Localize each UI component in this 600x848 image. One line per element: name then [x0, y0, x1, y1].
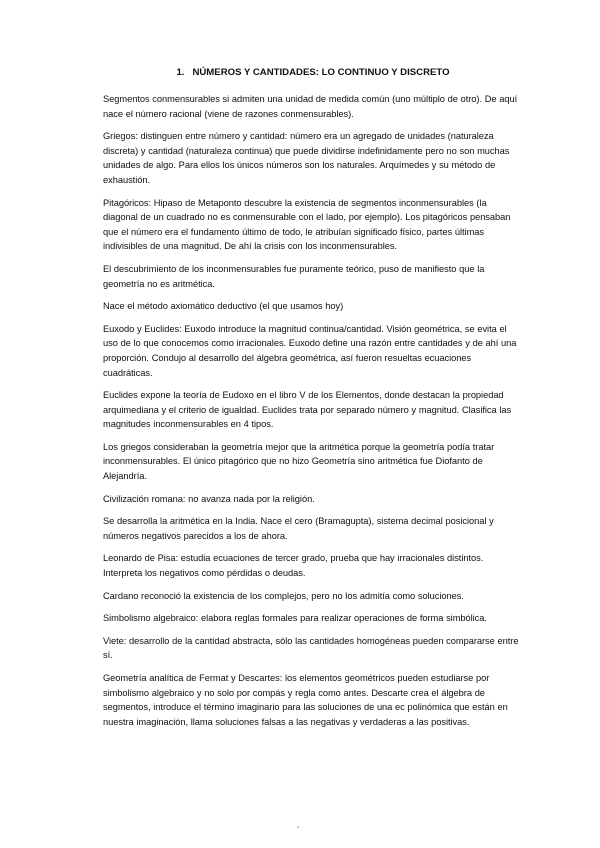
paragraph-india: Se desarrolla la aritmética en la India. Nace el cero (Bramagupta), sistema decimal posicional y números negativos parecidos a los de ahora.	[103, 516, 494, 541]
paragraph-euxodo-euclides: Euxodo y Euclides: Euxodo introduce la magnitud continua/cantidad. Visión geométrica, se evita el uso de lo que conocemos como irracionales. Euxodo define una razón entre cantidades y de ahí una proporción. Condujo al desarrollo del álgebra geométrica, así fueron resueltas ecuaciones cuadráticas.	[103, 323, 517, 378]
paragraph-simbolismo: Simbolismo algebraico: elabora reglas formales para realizar operaciones de forma simbólica.	[103, 613, 487, 624]
paragraph-griegos: Griegos: distinguen entre número y cantidad: número era un agregado de unidades (naturaleza discreta) y cantidad (naturaleza continua) que puede dividirse indefinidamente pero no son muchas unidades de algo. Para ellos los únicos números son los naturales. Arquímedes y su método de exhaustión.	[103, 131, 510, 185]
paragraph-conmensurables: Segmentos conmensurables si admiten una unidad de medida común (uno múltiplo de otro). De aquí nace el número racional (viene de razones conmensurables).	[103, 94, 518, 119]
paragraph-descubrimiento: El descubrimiento de los inconmensurables fue puramente teórico, puso de manifiesto que la geometría no es aritmética.	[103, 263, 485, 289]
footer-mark	[297, 826, 299, 828]
section-number: 1.	[176, 67, 185, 78]
paragraph-cardano: Cardano reconoció la existencia de los complejos, pero no los admitía como soluciones.	[103, 590, 464, 601]
paragraph-euclides-elementos: Euclides expone la teoría de Eudoxo en el libro V de los Elementos, donde destacan la propiedad arquimediana y el criterio de igualdad. Euclides trata por separado número y magnitud. Clasifica las magnitudes inconmensurables en 4 tipos.	[103, 390, 512, 430]
paragraph-civilizacion-romana: Civilización romana: no avanza nada por la religión.	[103, 493, 315, 504]
paragraph-griegos-geometria: Los griegos consideraban la geometría mejor que la aritmética porque la geometría podía tratar inconmensurables. El único pitagórico que no hizo Geometría sino aritmética fue Diofanto de Alejandría.	[103, 441, 495, 482]
section-title-text: NÚMEROS Y CANTIDADES: LO CONTINUO Y DISCRETO	[192, 67, 450, 78]
paragraph-geometria-analitica: Geometría analítica de Fermat y Descartes: los elementos geométricos pueden estudiarse por simbolismo algebraico y no solo por compás y regla como antes. Descarte crea el álgebra de segmentos, introduce el término imaginario para las soluciones de una ec polinómica que están en nuestra imaginación, llama soluciones falsas a las negativas y verdaderas a las positivas.	[103, 673, 508, 727]
paragraph-metodo-axiomatico: Nace el método axiomático deductivo (el que usamos hoy)	[103, 301, 344, 312]
paragraph-viete: Viete: desarrollo de la cantidad abstracta, sólo las cantidades homogéneas pueden compararse entre sí.	[103, 635, 519, 661]
section-title	[103, 66, 523, 79]
document-page	[103, 66, 523, 737]
paragraph-pitagoricos: Pitagóricos: Hipaso de Metaponto descubre la existencia de segmentos inconmensurables (la diagonal de un cuadrado no es conmensurable con el lado, por ejemplo). Los pitagóricos pensaban que el número era el fundamento último de todo, le atribuían significado físico, partes últimas indivisibles de una magnitud. De ahí la crisis con los inconmensurables.	[103, 197, 511, 252]
paragraph-leonardo-pisa: Leonardo de Pisa: estudia ecuaciones de tercer grado, prueba que hay irracionales distintos. Interpreta los negativos como pérdidas o deudas.	[103, 553, 484, 579]
